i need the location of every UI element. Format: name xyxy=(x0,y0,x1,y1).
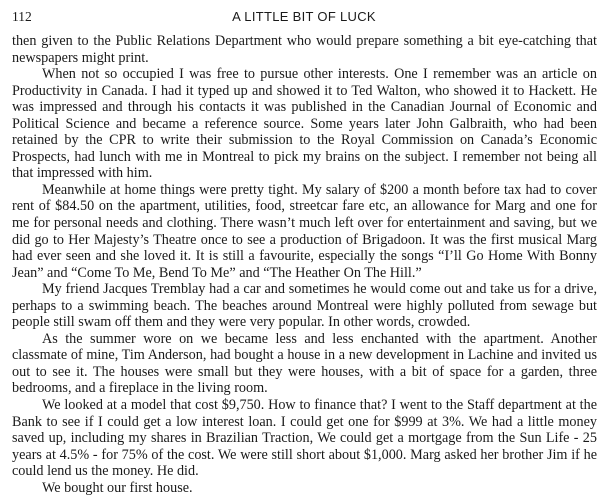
paragraph-home-finances: Meanwhile at home things were pretty tight. My salary of $200 a month before tax had to cover rent of $84.50 on the apartment, utilities, food, streetcar fare etc, an allowance for Marg and one for me for personal needs and clothing. There wasn’t much left over for entertainment and saving, but we did go to Her Majesty’s Theatre once to see a production of Brigadoon. It was the first musical Marg had ever seen and she loved it. It is still a favourite, especially the songs “I’ll Go Home With Bonny Jean” and “Come To Me, Bend To Me” and “The Heather On The Hill.” xyxy=(12,181,597,281)
paragraph-continuation: then given to the Public Relations Department who would prepare something a bit eye-catching that newspapers might print. xyxy=(12,33,597,66)
page-header xyxy=(12,8,596,26)
running-title: A LITTLE BIT OF LUCK xyxy=(232,9,376,24)
page-number: 112 xyxy=(12,9,32,24)
paragraph-productivity-article: When not so occupied I was free to pursue other interests. One I remember was an article on Productivity in Canada. I had it typed up and showed it to Ted Walton, who showed it to Hackett. He was impressed and through his contacts it was published in the Canadian Journal of Economic and Political Science and became a reference source. Some years later John Galbraith, who had been retained by the CPR to write their submission to the Royal Commission on Canada’s Economic Prospects, had lunch with me in Montreal to pick my brains on the subject. I remember not being all that impressed with him. xyxy=(12,66,597,182)
paragraph-first-house: We bought our first house. xyxy=(42,479,193,496)
paragraph-apartment-lachine: As the summer wore on we became less and less enchanted with the apartment. Another classmate of mine, Tim Anderson, had bought a house in a new development in Lachine and invited us out to see it. The houses were small but they were houses, with a bit of space for a garden, three bedrooms, and a fireplace in the living room. xyxy=(12,330,597,397)
body-text xyxy=(12,33,597,496)
paragraph-jacques-tremblay: My friend Jacques Tremblay had a car and sometimes he would come out and take us for a drive, perhaps to a swimming beach. The beaches around Montreal were highly polluted from sewage but people still swam off them and they were very popular. In other words, crowded. xyxy=(12,281,597,331)
paragraph-house-financing: We looked at a model that cost $9,750. How to finance that? I went to the Staff department at the Bank to see if I could get a low interest loan. I could get one for $999 at 3%. We had a little money saved up, including my shares in Brazilian Traction, We could get a mortgage from the Sun Life - 25 years at 4.5% - for 75% of the cost. We were still short about $1,000. Marg asked her brother Jim if he could lend us the money. He did. xyxy=(12,397,597,480)
